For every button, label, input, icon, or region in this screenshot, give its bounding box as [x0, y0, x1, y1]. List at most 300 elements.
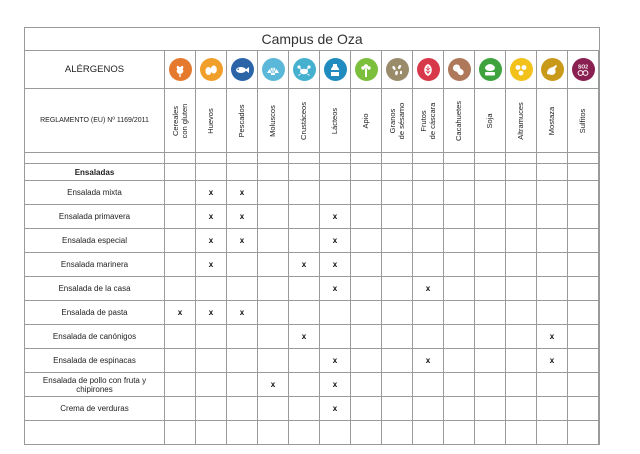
- table-row: [25, 229, 600, 253]
- page-title: Campus de Oza: [25, 28, 600, 51]
- dish-name: Ensalada mixta: [25, 181, 165, 205]
- allergen-cell: [165, 397, 196, 421]
- allergen-cell: [537, 253, 568, 277]
- spacer-cell: [444, 153, 475, 164]
- dish-name: Ensalada de la casa: [25, 277, 165, 301]
- allergen-cell: [413, 205, 444, 229]
- spacer-cell: [165, 153, 196, 164]
- allergen-cell: [382, 373, 413, 397]
- allergen-cell: [258, 373, 289, 397]
- allergen-cell: [289, 277, 320, 301]
- spacer-cell: [320, 153, 351, 164]
- allergen-cell: [351, 373, 382, 397]
- dish-name: Ensalada de pasta: [25, 301, 165, 325]
- spacer-cell: [537, 153, 568, 164]
- allergen-cell: [444, 205, 475, 229]
- allergen-mark: x: [239, 212, 245, 221]
- allergen-icon-cell: [568, 51, 599, 89]
- allergen-name: Frutos de cáscara: [419, 102, 437, 139]
- dish-name: Ensalada de espinacas: [25, 349, 165, 373]
- allergen-cell: [227, 397, 258, 421]
- allergen-cell: [351, 205, 382, 229]
- table-row: [25, 301, 600, 325]
- allergen-cell: [258, 253, 289, 277]
- empty-cell: [506, 164, 537, 181]
- allergen-cell: [537, 181, 568, 205]
- spacer-cell: [506, 153, 537, 164]
- allergen-icon-cell: [444, 51, 475, 89]
- allergen-cell: [196, 397, 227, 421]
- peanut-icon: [448, 58, 471, 81]
- allergen-cell: [444, 229, 475, 253]
- allergen-name-cell: [289, 89, 320, 153]
- table-row: [25, 349, 600, 373]
- allergen-mark: x: [425, 356, 431, 365]
- allergen-cell: [227, 205, 258, 229]
- allergen-name-cell: [227, 89, 258, 153]
- allergen-cell: [258, 229, 289, 253]
- fish-icon: [231, 58, 254, 81]
- allergen-cell: [351, 349, 382, 373]
- empty-cell: [475, 164, 506, 181]
- allergen-name: Crustáceos: [299, 101, 308, 140]
- allergen-cell: [568, 373, 599, 397]
- dish-name: Ensalada marinera: [25, 253, 165, 277]
- allergen-cell: [165, 229, 196, 253]
- allergen-cell: [506, 397, 537, 421]
- allergen-cell: [227, 301, 258, 325]
- allergen-cell: [537, 349, 568, 373]
- allergen-cell: [506, 229, 537, 253]
- allergen-cell: [289, 253, 320, 277]
- allergen-cell: [258, 205, 289, 229]
- empty-cell: [289, 421, 320, 445]
- spacer-cell: [25, 153, 165, 164]
- empty-cell: [258, 421, 289, 445]
- allergen-cell: [444, 277, 475, 301]
- allergen-cell: [165, 373, 196, 397]
- spacer-cell: [382, 153, 413, 164]
- allergen-mark: x: [208, 308, 214, 317]
- allergen-cell: [196, 229, 227, 253]
- allergen-mark: x: [239, 188, 245, 197]
- edge-cell: [599, 253, 600, 277]
- allergen-cell: [165, 301, 196, 325]
- spacer-cell: [568, 153, 599, 164]
- allergen-cell: [320, 373, 351, 397]
- allergen-cell: [382, 229, 413, 253]
- edge-cell: [599, 205, 600, 229]
- table-row: [25, 325, 600, 349]
- allergen-cell: [568, 397, 599, 421]
- allergen-cell: [506, 277, 537, 301]
- allergen-icon-cell: [382, 51, 413, 89]
- allergen-cell: [196, 277, 227, 301]
- allergen-name: Moluscos: [268, 104, 277, 137]
- empty-cell: [196, 164, 227, 181]
- empty-cell: [382, 421, 413, 445]
- regulation-label: REGLAMENTO (EU) Nº 1169/2011: [25, 89, 165, 153]
- empty-cell: [227, 164, 258, 181]
- allergen-name-cell: [413, 89, 444, 153]
- allergen-name: Granos de sésamo: [388, 102, 406, 139]
- allergen-name-cell: [351, 89, 382, 153]
- allergen-cell: [475, 301, 506, 325]
- allergen-cell: [537, 229, 568, 253]
- allergen-mark: x: [332, 380, 338, 389]
- celery-icon: [355, 58, 378, 81]
- spacer-cell: [196, 153, 227, 164]
- allergen-cell: [289, 301, 320, 325]
- empty-row: [25, 421, 600, 445]
- allergen-name-cell: [537, 89, 568, 153]
- allergen-cell: [475, 277, 506, 301]
- allergen-mark: x: [301, 332, 307, 341]
- allergen-cell: [444, 397, 475, 421]
- allergen-name-cell: [506, 89, 537, 153]
- mustard-icon: [541, 58, 564, 81]
- empty-cell: [351, 421, 382, 445]
- edge-cell: [599, 301, 600, 325]
- allergen-cell: [258, 325, 289, 349]
- edge-cell: [599, 51, 600, 89]
- allergen-cell: [165, 253, 196, 277]
- allergen-cell: [289, 181, 320, 205]
- allergen-mark: x: [332, 212, 338, 221]
- allergen-cell: [351, 397, 382, 421]
- allergen-icon-cell: [537, 51, 568, 89]
- allergen-name-cell: [258, 89, 289, 153]
- allergen-cell: [320, 397, 351, 421]
- allergen-cell: [413, 325, 444, 349]
- allergen-cell: [196, 181, 227, 205]
- allergen-cell: [351, 229, 382, 253]
- shell-icon: [262, 58, 285, 81]
- allergen-cell: [506, 301, 537, 325]
- allergen-name: Lácteos: [330, 107, 339, 134]
- allergen-sheet: [24, 27, 599, 417]
- allergen-name: Pescados: [237, 104, 246, 137]
- allergen-mark: x: [239, 236, 245, 245]
- allergen-cell: [289, 349, 320, 373]
- allergen-cell: [196, 373, 227, 397]
- spacer-cell: [599, 153, 600, 164]
- allergen-cell: [444, 253, 475, 277]
- dish-name: Ensalada primavera: [25, 205, 165, 229]
- empty-cell: [25, 421, 165, 445]
- nuts-icon: [417, 58, 440, 81]
- empty-cell: [599, 164, 600, 181]
- allergen-icon-cell: [227, 51, 258, 89]
- allergen-cell: [506, 253, 537, 277]
- allergen-cell: [320, 325, 351, 349]
- allergen-cell: [382, 301, 413, 325]
- edge-cell: [599, 373, 600, 397]
- allergen-cell: [165, 205, 196, 229]
- allergen-cell: [320, 349, 351, 373]
- empty-cell: [320, 164, 351, 181]
- allergen-name: Cereales con gluten: [171, 103, 189, 138]
- spacer-cell: [258, 153, 289, 164]
- empty-cell: [537, 421, 568, 445]
- edge-cell: [599, 397, 600, 421]
- allergen-cell: [506, 373, 537, 397]
- allergen-cell: [320, 301, 351, 325]
- edge-cell: [599, 277, 600, 301]
- allergen-cell: [568, 205, 599, 229]
- allergen-cell: [413, 229, 444, 253]
- milk-icon: [324, 58, 347, 81]
- allergen-cell: [568, 349, 599, 373]
- empty-cell: [599, 421, 600, 445]
- allergen-icon-cell: [196, 51, 227, 89]
- spacer-cell: [289, 153, 320, 164]
- allergen-cell: [165, 349, 196, 373]
- allergen-cell: [227, 181, 258, 205]
- allergen-cell: [351, 325, 382, 349]
- allergen-cell: [320, 229, 351, 253]
- allergen-cell: [413, 181, 444, 205]
- allergen-table: [24, 27, 600, 445]
- svg-text:SO2: SO2: [577, 64, 589, 70]
- allergen-icons-row: [25, 51, 600, 89]
- allergen-mark: x: [301, 260, 307, 269]
- allergen-cell: [320, 253, 351, 277]
- allergen-cell: [568, 229, 599, 253]
- allergen-icon-cell: [475, 51, 506, 89]
- allergen-cell: [475, 373, 506, 397]
- allergen-cell: [351, 253, 382, 277]
- empty-cell: [382, 164, 413, 181]
- allergen-mark: x: [270, 380, 276, 389]
- allergen-cell: [382, 205, 413, 229]
- allergen-cell: [537, 301, 568, 325]
- empty-cell: [196, 421, 227, 445]
- allergen-mark: x: [239, 308, 245, 317]
- allergen-cell: [537, 205, 568, 229]
- allergen-name-cell: [382, 89, 413, 153]
- allergen-mark: x: [208, 236, 214, 245]
- title-row: [25, 28, 600, 51]
- allergen-cell: [289, 397, 320, 421]
- edge-cell: [599, 229, 600, 253]
- allergen-cell: [227, 229, 258, 253]
- allergen-cell: [413, 397, 444, 421]
- allergen-cell: [227, 373, 258, 397]
- allergen-name: Mostaza: [547, 106, 556, 135]
- table-row: [25, 373, 600, 397]
- allergen-cell: [196, 253, 227, 277]
- allergen-cell: [320, 277, 351, 301]
- allergen-cell: [444, 181, 475, 205]
- allergen-cell: [475, 397, 506, 421]
- empty-cell: [506, 421, 537, 445]
- section-title: Ensaladas: [25, 164, 165, 181]
- allergen-icon-cell: [165, 51, 196, 89]
- allergen-cell: [444, 325, 475, 349]
- spacer-cell: [475, 153, 506, 164]
- allergen-cell: [289, 325, 320, 349]
- allergen-cell: [475, 181, 506, 205]
- allergen-cell: [475, 229, 506, 253]
- empty-cell: [413, 164, 444, 181]
- crab-icon: [293, 58, 316, 81]
- table-row: [25, 205, 600, 229]
- allergen-name: Cacahuetes: [454, 100, 463, 141]
- sulphites-icon: [572, 58, 595, 81]
- allergen-cell: [568, 301, 599, 325]
- allergen-cell: [196, 349, 227, 373]
- allergen-cell: [258, 397, 289, 421]
- allergen-cell: [537, 397, 568, 421]
- allergen-mark: x: [332, 284, 338, 293]
- allergen-name-cell: [568, 89, 599, 153]
- allergen-mark: x: [549, 332, 555, 341]
- allergen-cell: [413, 373, 444, 397]
- allergen-cell: [165, 181, 196, 205]
- allergen-cell: [568, 325, 599, 349]
- allergen-cell: [320, 181, 351, 205]
- wheat-icon: [169, 58, 192, 81]
- allergen-cell: [165, 325, 196, 349]
- empty-cell: [568, 421, 599, 445]
- spacer-cell: [227, 153, 258, 164]
- allergens-label: ALÉRGENOS: [25, 51, 165, 89]
- allergen-cell: [227, 277, 258, 301]
- empty-cell: [289, 164, 320, 181]
- allergen-cell: [537, 325, 568, 349]
- allergen-cell: [506, 349, 537, 373]
- section-row: [25, 164, 600, 181]
- dish-name: Ensalada de pollo con fruta y chipirones: [25, 373, 165, 397]
- allergen-cell: [227, 253, 258, 277]
- empty-cell: [165, 421, 196, 445]
- allergen-cell: [475, 253, 506, 277]
- allergen-icon-cell: [351, 51, 382, 89]
- allergen-cell: [289, 229, 320, 253]
- allergen-cell: [258, 277, 289, 301]
- allergen-cell: [258, 301, 289, 325]
- allergen-cell: [475, 205, 506, 229]
- allergen-cell: [568, 253, 599, 277]
- allergen-icon-cell: [413, 51, 444, 89]
- allergen-cell: [475, 325, 506, 349]
- allergen-cell: [227, 349, 258, 373]
- table-row: [25, 253, 600, 277]
- lupin-icon: [510, 58, 533, 81]
- allergen-cell: [196, 205, 227, 229]
- allergen-cell: [413, 277, 444, 301]
- allergen-name-cell: [444, 89, 475, 153]
- allergen-cell: [537, 277, 568, 301]
- empty-cell: [413, 421, 444, 445]
- allergen-mark: x: [208, 260, 214, 269]
- allergen-cell: [196, 325, 227, 349]
- empty-cell: [258, 164, 289, 181]
- eggs-icon: [200, 58, 223, 81]
- empty-cell: [165, 164, 196, 181]
- allergen-cell: [506, 325, 537, 349]
- table-row: [25, 181, 600, 205]
- allergen-cell: [382, 325, 413, 349]
- allergen-cell: [382, 277, 413, 301]
- allergen-name-cell: [475, 89, 506, 153]
- allergen-cell: [196, 301, 227, 325]
- allergen-mark: x: [332, 356, 338, 365]
- allergen-name: Altramuces: [516, 101, 525, 140]
- allergen-name-cell: [196, 89, 227, 153]
- edge-cell: [599, 89, 600, 153]
- spacer-cell: [351, 153, 382, 164]
- dish-name: Ensalada de canónigos: [25, 325, 165, 349]
- edge-cell: [599, 181, 600, 205]
- allergen-cell: [351, 181, 382, 205]
- allergen-cell: [568, 181, 599, 205]
- allergen-mark: x: [177, 308, 183, 317]
- allergen-cell: [227, 325, 258, 349]
- empty-cell: [537, 164, 568, 181]
- allergen-cell: [382, 181, 413, 205]
- allergen-cell: [444, 349, 475, 373]
- allergen-icon-cell: [258, 51, 289, 89]
- allergen-cell: [444, 301, 475, 325]
- allergen-cell: [165, 277, 196, 301]
- allergen-icon-cell: [289, 51, 320, 89]
- allergen-cell: [382, 253, 413, 277]
- allergen-mark: x: [208, 188, 214, 197]
- allergen-cell: [413, 349, 444, 373]
- allergen-name: Apio: [361, 113, 370, 129]
- allergen-cell: [413, 301, 444, 325]
- dish-name: Crema de verduras: [25, 397, 165, 421]
- allergen-mark: x: [549, 356, 555, 365]
- empty-cell: [320, 421, 351, 445]
- allergen-cell: [506, 181, 537, 205]
- allergen-cell: [351, 277, 382, 301]
- allergen-cell: [320, 205, 351, 229]
- allergen-cell: [537, 373, 568, 397]
- table-row: [25, 397, 600, 421]
- allergen-cell: [289, 205, 320, 229]
- allergen-cell: [351, 301, 382, 325]
- edge-cell: [599, 325, 600, 349]
- allergen-mark: x: [332, 236, 338, 245]
- allergen-name: Soja: [485, 113, 494, 129]
- allergen-mark: x: [332, 260, 338, 269]
- allergen-cell: [289, 373, 320, 397]
- allergen-cell: [382, 349, 413, 373]
- empty-cell: [568, 164, 599, 181]
- allergen-cell: [475, 349, 506, 373]
- allergen-mark: x: [208, 212, 214, 221]
- allergen-cell: [258, 181, 289, 205]
- soy-icon: [479, 58, 502, 81]
- table-row: [25, 277, 600, 301]
- allergen-icon-cell: [506, 51, 537, 89]
- empty-cell: [444, 164, 475, 181]
- allergen-cell: [413, 253, 444, 277]
- empty-cell: [444, 421, 475, 445]
- allergen-cell: [382, 397, 413, 421]
- allergen-cell: [258, 349, 289, 373]
- empty-cell: [227, 421, 258, 445]
- spacer-row: [25, 153, 600, 164]
- empty-cell: [351, 164, 382, 181]
- allergen-names-row: [25, 89, 600, 153]
- edge-cell: [599, 349, 600, 373]
- allergen-name: Sulfitos: [578, 108, 587, 133]
- empty-cell: [475, 421, 506, 445]
